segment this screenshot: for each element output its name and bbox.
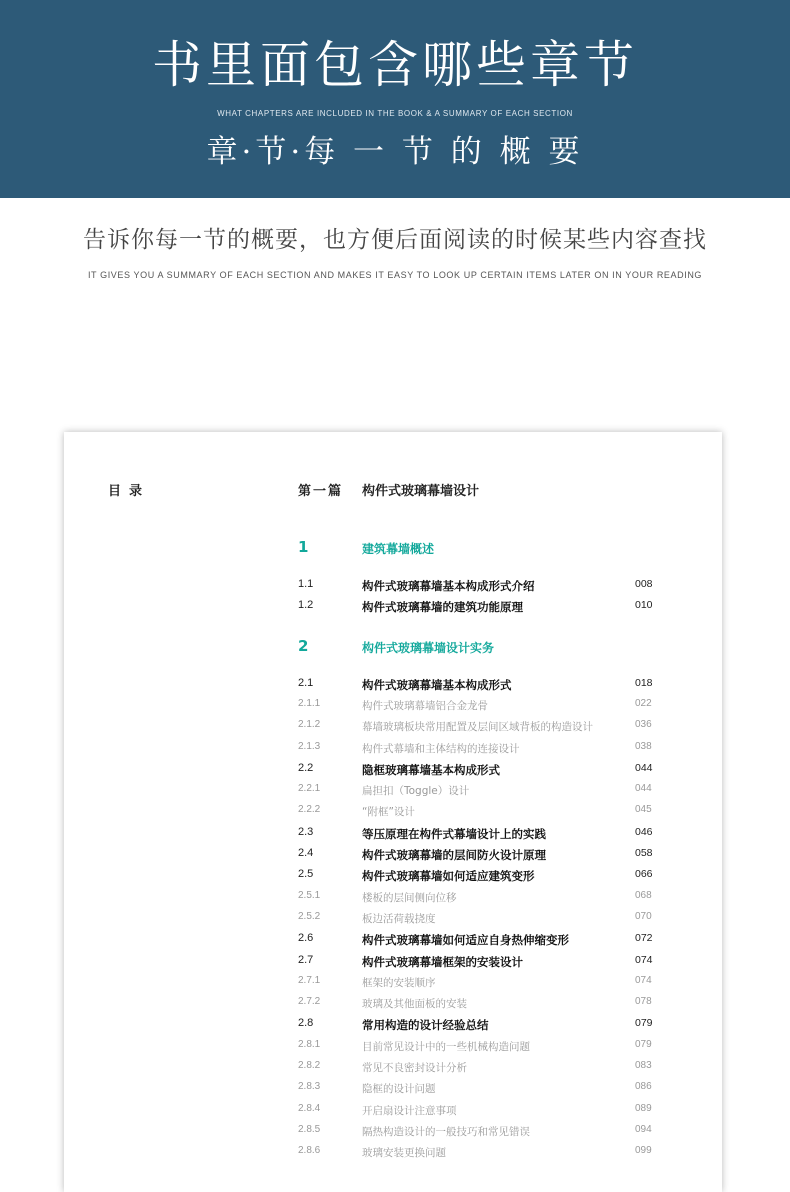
toc-entry	[64, 698, 722, 716]
entry-title: 隐框的设计问题	[362, 1083, 436, 1096]
entry-title: 构件式玻璃幕墙基本构成形式	[362, 677, 512, 692]
entry-number: 2.1	[298, 676, 314, 689]
toc-entry	[64, 1060, 722, 1078]
entry-page-number: 038	[635, 740, 652, 752]
entry-number: 2.2	[298, 761, 314, 774]
entry-page-number: 086	[635, 1081, 652, 1093]
entry-page-number: 018	[635, 676, 653, 689]
toc-entry	[64, 954, 722, 972]
entry-title: 构件式幕墙和主体结构的连接设计	[362, 742, 520, 755]
entry-number: 2.7.2	[298, 996, 321, 1008]
entry-number: 2.3	[298, 825, 314, 838]
entry-page-number: 079	[635, 1038, 652, 1050]
entry-number: 2.7.1	[298, 974, 321, 986]
entry-page-number: 044	[635, 783, 652, 795]
chapter-number: 2	[298, 636, 309, 655]
part-label: 第一篇	[298, 484, 344, 499]
entry-title: 构件式玻璃幕墙的建筑功能原理	[362, 600, 523, 615]
entry-number: 2.7	[298, 953, 314, 966]
entry-page-number: 094	[635, 1123, 652, 1135]
entry-title: 扁担扣（Toggle）设计	[362, 785, 470, 798]
entry-page-number: 008	[635, 578, 653, 590]
entry-title: 目前常见设计中的一些机械构造问题	[362, 1040, 530, 1053]
entry-number: 2.2.2	[298, 804, 321, 816]
toc-entry	[64, 847, 722, 865]
chapter-number: 1	[298, 538, 309, 556]
entry-title: 楼板的层间侧向位移	[362, 891, 457, 904]
toc-entry	[64, 1124, 722, 1142]
entry-page-number: 083	[635, 1060, 652, 1071]
entry-page-number: 099	[635, 1145, 652, 1157]
chapter-title: 建筑幕墙概述	[362, 542, 435, 556]
toc-entry	[64, 975, 722, 993]
entry-title: 构件式玻璃幕墙铝合金龙骨	[362, 699, 488, 712]
entry-title: 玻璃及其他面板的安装	[362, 998, 467, 1011]
toc-entry	[64, 783, 722, 801]
toc-entry	[64, 578, 722, 596]
entry-number: 2.5.2	[298, 910, 321, 922]
entry-title: 等压原理在构件式幕墙设计上的实践	[362, 826, 546, 841]
entry-title: 构件式玻璃幕墙框架的安装设计	[362, 954, 523, 969]
entry-number: 2.1.1	[298, 697, 321, 709]
entry-page-number: 046	[635, 825, 653, 838]
entry-page-number: 044	[635, 761, 653, 774]
toc-entry	[64, 677, 722, 695]
entry-page-number: 072	[635, 932, 653, 945]
entry-number: 2.8.3	[298, 1081, 321, 1093]
toc-entry	[64, 1081, 722, 1099]
entry-number: 2.8.2	[298, 1060, 321, 1071]
toc-entry	[64, 996, 722, 1014]
entry-number: 2.5.1	[298, 889, 321, 901]
toc-entry	[64, 599, 722, 617]
entry-page-number: 079	[635, 1017, 653, 1030]
entry-title: 幕墙玻璃板块常用配置及层间区域背板的构造设计	[362, 721, 593, 734]
banner-subtitle: 章·节·每 一 节 的 概 要	[206, 134, 584, 170]
toc-heading: 目录	[108, 484, 151, 499]
toc-entry	[64, 911, 722, 929]
part-title: 构件式玻璃幕墙设计	[362, 484, 480, 499]
entry-number: 2.4	[298, 847, 314, 859]
banner-title: 书里面包含哪些章节	[152, 36, 638, 94]
toc-entry	[64, 890, 722, 908]
entry-number: 2.1.2	[298, 719, 321, 731]
entry-title: 开启扇设计注意事项	[362, 1104, 457, 1117]
entry-page-number: 068	[635, 889, 652, 901]
entry-number: 2.8.1	[298, 1038, 321, 1050]
entry-page-number: 045	[635, 804, 652, 816]
entry-page-number: 036	[635, 719, 652, 731]
entry-title: 常用构造的设计经验总结	[362, 1018, 489, 1033]
entry-number: 2.8.6	[298, 1145, 321, 1157]
chapter-title: 构件式玻璃幕墙设计实务	[362, 640, 495, 655]
entry-page-number: 022	[635, 697, 652, 709]
entry-number: 2.8.4	[298, 1102, 321, 1114]
toc-entry	[64, 1145, 722, 1163]
entry-title: 板边活荷载挠度	[362, 912, 436, 925]
entry-title: 构件式玻璃幕墙如何适应建筑变形	[362, 869, 535, 884]
entry-title: 构件式玻璃幕墙基本构成形式介绍	[362, 579, 535, 593]
toc-page	[64, 432, 722, 1192]
entry-title: 构件式玻璃幕墙如何适应自身热伸缩变形	[362, 933, 569, 948]
intro-english: IT GIVES YOU A SUMMARY OF EACH SECTION AND MAKES IT EASY TO LOOK UP CERTAIN ITEMS LATER ON IN YOUR READING	[87, 270, 703, 280]
entry-number: 2.5	[298, 868, 314, 881]
entry-number: 1.1	[298, 578, 314, 590]
toc-entry	[64, 932, 722, 950]
entry-number: 2.2.1	[298, 783, 321, 795]
chapter-heading	[64, 637, 722, 657]
toc-entry	[64, 741, 722, 759]
toc-entry	[64, 1103, 722, 1121]
entry-page-number: 074	[635, 974, 652, 986]
entry-page-number: 070	[635, 910, 652, 922]
toc-entry	[64, 1039, 722, 1057]
entry-title: “附框”设计	[362, 806, 415, 819]
toc-entry	[64, 719, 722, 737]
toc-entry	[64, 804, 722, 822]
toc-entry	[64, 826, 722, 844]
entry-page-number: 089	[635, 1102, 652, 1114]
entry-page-number: 066	[635, 868, 653, 881]
entry-title: 隐框玻璃幕墙基本构成形式	[362, 762, 500, 777]
entry-title: 构件式玻璃幕墙的层间防火设计原理	[362, 848, 546, 862]
header-banner	[0, 0, 790, 198]
entry-page-number: 058	[635, 847, 653, 859]
entry-page-number: 078	[635, 996, 652, 1008]
entry-number: 2.8	[298, 1017, 314, 1030]
entry-number: 1.2	[298, 599, 314, 612]
entry-title: 常见不良密封设计分析	[362, 1062, 467, 1074]
entry-title: 隔热构造设计的一般技巧和常见错误	[362, 1125, 530, 1138]
chapter-heading	[64, 538, 722, 558]
intro-chinese: 告诉你每一节的概要，也方便后面阅读的时候某些内容查找	[83, 227, 707, 253]
entry-title: 玻璃安装更换问题	[362, 1147, 446, 1160]
toc-entry	[64, 1017, 722, 1035]
entry-title: 框架的安装顺序	[362, 976, 436, 989]
banner-english-subtitle: WHAT CHAPTERS ARE INCLUDED IN THE BOOK & A SUMMARY OF EACH SECTION	[217, 109, 573, 118]
entry-number: 2.1.3	[298, 740, 321, 752]
entry-number: 2.6	[298, 932, 314, 945]
entry-page-number: 010	[635, 599, 653, 612]
entry-page-number: 074	[635, 953, 653, 966]
toc-entry	[64, 868, 722, 886]
toc-entry	[64, 762, 722, 780]
entry-number: 2.8.5	[298, 1123, 321, 1135]
